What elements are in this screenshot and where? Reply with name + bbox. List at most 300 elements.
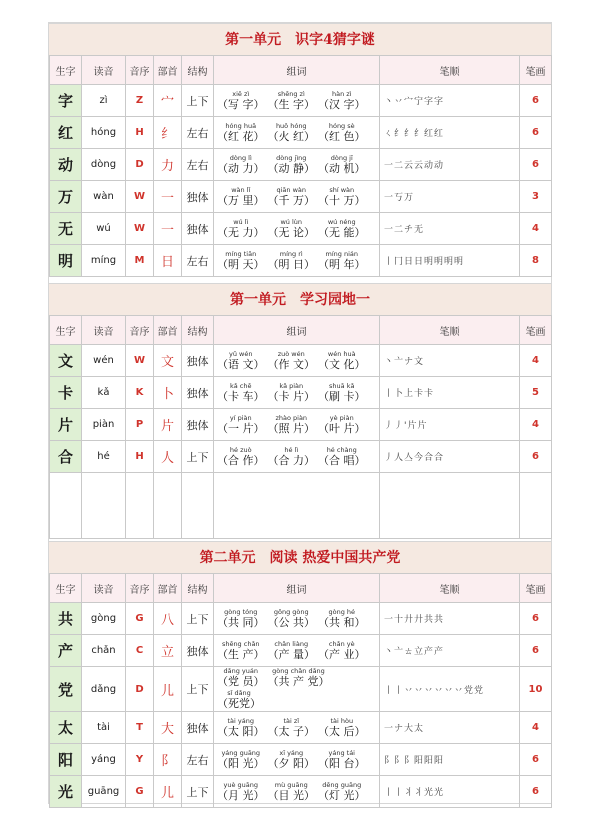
stroke-count-cell: 6 (520, 776, 552, 808)
stroke-count-cell: 6 (520, 441, 552, 473)
word-item (318, 749, 366, 771)
initial-cell: D (126, 667, 154, 712)
word-chars: （写 字） (217, 97, 265, 111)
header-row (50, 316, 552, 345)
words-cell (214, 245, 380, 277)
empty-cell (126, 473, 154, 539)
word-pinyin: shēng chǎn (221, 639, 260, 648)
word-item (217, 186, 265, 208)
word-chars: （共 同） (217, 615, 265, 629)
structure-cell: 上下 (182, 776, 214, 808)
column-header: 笔顺 (380, 574, 520, 603)
table-row (50, 377, 552, 409)
table-row (50, 712, 552, 744)
word-pinyin: shēng zì (277, 89, 305, 98)
words-cell (214, 712, 380, 744)
word-item (268, 122, 316, 144)
word-item (217, 122, 265, 144)
word-chars: （明 年） (318, 257, 366, 271)
table-row (50, 635, 552, 667)
column-header: 生字 (50, 316, 82, 345)
word-chars: （卡 车） (217, 389, 265, 403)
word-chars: （明 天） (217, 257, 265, 271)
words-cell (214, 776, 380, 808)
word-pinyin: xī yáng (279, 748, 304, 757)
initial-cell: D (126, 149, 154, 181)
word-item (268, 218, 316, 240)
word-pinyin: gòng tóng (224, 607, 258, 616)
word-chars: （明 日） (267, 257, 315, 271)
character-cell: 无 (50, 213, 82, 245)
initial-cell: Y (126, 744, 154, 776)
words-cell (214, 85, 380, 117)
word-chars: （产 量） (267, 647, 315, 661)
character-cell: 明 (50, 245, 82, 277)
word-item (318, 446, 366, 468)
words-cell (214, 744, 380, 776)
radical-cell: 日 (154, 245, 182, 277)
character-cell: 光 (50, 776, 82, 808)
stroke-count-cell: 10 (520, 667, 552, 712)
stroke-order-cell: 一丂万 (380, 181, 520, 213)
stroke-order-cell: 一二チ无 (380, 213, 520, 245)
structure-cell: 左右 (182, 245, 214, 277)
section-title: 第二单元 阅读 热爱中国共产党 (49, 541, 551, 575)
word-pinyin: dòng jī (330, 153, 353, 162)
word-pinyin: kǎ chē (229, 381, 252, 390)
radical-cell: 大 (154, 712, 182, 744)
word-chars: （无 力） (217, 225, 265, 239)
word-chars: （无 论） (267, 225, 315, 239)
word-item (217, 90, 265, 112)
word-pinyin: wú néng (327, 217, 356, 226)
stroke-count-cell: 8 (520, 245, 552, 277)
word-item (217, 717, 265, 739)
initial-cell: W (126, 181, 154, 213)
word-pinyin: gòng chǎn dǎng (272, 667, 325, 675)
empty-cell (50, 473, 82, 539)
word-pinyin: zhào piàn (275, 413, 308, 422)
word-pinyin: hàn zì (331, 89, 352, 98)
word-chars: （月 光） (217, 788, 265, 802)
stroke-order-cell: 丨丨丷丷丷丷丷丷党党 (380, 667, 520, 712)
stroke-order-cell: 一十廾廾共共 (380, 603, 520, 635)
word-pinyin: yáng tái (328, 748, 355, 757)
column-header: 音序 (126, 56, 154, 85)
column-header: 笔顺 (380, 316, 520, 345)
word-pinyin: hé chàng (326, 445, 357, 454)
table-row (50, 85, 552, 117)
word-chars: （生 字） (267, 97, 315, 111)
radical-cell: 阝 (154, 744, 182, 776)
column-header: 笔画 (520, 574, 552, 603)
word-pinyin: sǐ dǎng (227, 689, 251, 697)
column-header: 组词 (214, 316, 380, 345)
radical-cell: 八 (154, 603, 182, 635)
word-chars: （合 作） (217, 453, 265, 467)
word-item (217, 154, 265, 176)
empty-row (50, 473, 552, 539)
column-header: 组词 (214, 56, 380, 85)
word-chars: （文 化） (318, 357, 366, 371)
table-row (50, 441, 552, 473)
word-item (318, 154, 366, 176)
column-header: 生字 (50, 574, 82, 603)
word-chars: （十 万） (318, 193, 366, 207)
word-item (268, 250, 316, 272)
structure-cell: 独体 (182, 377, 214, 409)
character-cell: 共 (50, 603, 82, 635)
initial-cell: Z (126, 85, 154, 117)
stroke-count-cell: 6 (520, 635, 552, 667)
word-pinyin: chǎn yè (328, 639, 355, 648)
header-row (50, 574, 552, 603)
stroke-order-cell: 丿人亼今合合 (380, 441, 520, 473)
word-item (217, 218, 265, 240)
word-pinyin: yáng guāng (221, 748, 261, 757)
initial-cell: M (126, 245, 154, 277)
initial-cell: P (126, 409, 154, 441)
initial-cell: K (126, 377, 154, 409)
word-chars: （汉 字） (318, 97, 366, 111)
initial-cell: G (126, 603, 154, 635)
word-item (268, 154, 316, 176)
word-chars: （死党） (217, 697, 261, 710)
radical-cell: 儿 (154, 667, 182, 712)
word-item (217, 667, 265, 689)
character-cell: 党 (50, 667, 82, 712)
word-pinyin: hóng sè (328, 121, 355, 130)
word-chars: （生 产） (217, 647, 265, 661)
column-header: 结构 (182, 574, 214, 603)
empty-cell (214, 473, 380, 539)
pinyin-cell: wén (82, 345, 126, 377)
structure-cell: 左右 (182, 117, 214, 149)
word-item (268, 446, 316, 468)
empty-cell (380, 473, 520, 539)
word-chars: （阳 光） (217, 756, 265, 770)
initial-cell: W (126, 213, 154, 245)
empty-cell (520, 473, 552, 539)
character-cell: 合 (50, 441, 82, 473)
word-item (318, 717, 366, 739)
word-pinyin: yǔ wén (229, 349, 253, 358)
pinyin-cell: dòng (82, 149, 126, 181)
word-chars: （卡 片） (267, 389, 315, 403)
word-pinyin: gòng hé (328, 607, 356, 616)
character-cell: 卡 (50, 377, 82, 409)
words-cell (214, 667, 380, 712)
word-pinyin: huǒ hóng (275, 121, 307, 130)
word-chars: （合 力） (267, 453, 315, 467)
column-header: 笔顺 (380, 56, 520, 85)
table-row (50, 181, 552, 213)
structure-cell: 上下 (182, 85, 214, 117)
word-item (268, 186, 316, 208)
table-row (50, 245, 552, 277)
word-item (217, 689, 261, 711)
word-item (318, 414, 366, 436)
initial-cell: W (126, 345, 154, 377)
word-pinyin: shí wàn (329, 185, 355, 194)
radical-cell: 纟 (154, 117, 182, 149)
pinyin-cell: guāng (82, 776, 126, 808)
structure-cell: 独体 (182, 409, 214, 441)
words-cell (214, 117, 380, 149)
pinyin-cell: yáng (82, 744, 126, 776)
table-row (50, 213, 552, 245)
stroke-order-cell: 一ナ大太 (380, 712, 520, 744)
word-pinyin: zuò wén (277, 349, 305, 358)
word-pinyin: mù guāng (274, 780, 308, 789)
word-item (318, 781, 366, 803)
character-table (49, 55, 552, 277)
word-pinyin: yè piàn (329, 413, 354, 422)
structure-cell: 上下 (182, 441, 214, 473)
words-cell (214, 181, 380, 213)
stroke-count-cell: 6 (520, 85, 552, 117)
word-item (217, 250, 265, 272)
word-pinyin: hé zuò (229, 445, 252, 454)
stroke-count-cell: 6 (520, 149, 552, 181)
radical-cell: 力 (154, 149, 182, 181)
stroke-order-cell: 丶亠ㄊ立产产 (380, 635, 520, 667)
word-item (217, 608, 265, 630)
stroke-count-cell: 4 (520, 712, 552, 744)
word-pinyin: dòng lì (229, 153, 252, 162)
word-pinyin: míng nián (325, 249, 358, 258)
word-pinyin: gōng gòng (273, 607, 309, 616)
character-cell: 红 (50, 117, 82, 149)
word-pinyin: dēng guāng (322, 780, 362, 789)
word-chars: （合 唱） (318, 453, 366, 467)
word-pinyin: wú lì (233, 217, 249, 226)
word-item (268, 781, 316, 803)
character-cell: 动 (50, 149, 82, 181)
section-title: 第一单元 学习园地一 (49, 283, 551, 317)
stroke-order-cell: 丨冂日日明明明明 (380, 245, 520, 277)
word-chars: （一 片） (217, 421, 265, 435)
column-header: 读音 (82, 574, 126, 603)
word-chars: （照 片） (267, 421, 315, 435)
word-item (217, 382, 265, 404)
column-header: 结构 (182, 56, 214, 85)
word-chars: （目 光） (267, 788, 315, 802)
word-item (217, 749, 265, 771)
word-chars: （万 里） (217, 193, 265, 207)
stroke-order-cell: 丨卜上卡卡 (380, 377, 520, 409)
radical-cell: 一 (154, 181, 182, 213)
stroke-order-cell: 阝阝阝阳阳阳 (380, 744, 520, 776)
word-item (318, 250, 366, 272)
words-cell (214, 345, 380, 377)
word-chars: （共 产 党） (267, 675, 330, 688)
column-header: 组词 (214, 574, 380, 603)
initial-cell: C (126, 635, 154, 667)
word-chars: （红 花） (217, 129, 265, 143)
table-row (50, 603, 552, 635)
table-row (50, 149, 552, 181)
word-chars: （共 和） (318, 615, 366, 629)
column-header: 音序 (126, 574, 154, 603)
word-pinyin: tài hòu (330, 716, 354, 725)
word-item (268, 667, 330, 689)
stroke-count-cell: 4 (520, 409, 552, 441)
word-pinyin: wàn lǐ (231, 185, 251, 194)
radical-cell: 片 (154, 409, 182, 441)
stroke-count-cell: 3 (520, 181, 552, 213)
stroke-order-cell: ㄑ纟纟纟红红 (380, 117, 520, 149)
word-pinyin: tài yáng (227, 716, 254, 725)
word-chars: （红 色） (318, 129, 366, 143)
word-chars: （动 力） (217, 161, 265, 175)
structure-cell: 独体 (182, 345, 214, 377)
empty-cell (182, 473, 214, 539)
initial-cell: H (126, 441, 154, 473)
pinyin-cell: tài (82, 712, 126, 744)
column-header: 音序 (126, 316, 154, 345)
word-item (217, 446, 265, 468)
initial-cell: G (126, 776, 154, 808)
stroke-order-cell: 丶亠ナ文 (380, 345, 520, 377)
pinyin-cell: chǎn (82, 635, 126, 667)
table-row (50, 667, 552, 712)
word-pinyin: dòng jìng (276, 153, 307, 162)
word-item (318, 90, 366, 112)
words-cell (214, 213, 380, 245)
pinyin-cell: zì (82, 85, 126, 117)
initial-cell: H (126, 117, 154, 149)
empty-cell (154, 473, 182, 539)
words-cell (214, 603, 380, 635)
word-item (217, 640, 265, 662)
word-chars: （产 业） (318, 647, 366, 661)
word-chars: （作 文） (267, 357, 315, 371)
stroke-order-cell: 丿丿'片片 (380, 409, 520, 441)
table-row (50, 117, 552, 149)
empty-cell (82, 473, 126, 539)
pinyin-cell: kǎ (82, 377, 126, 409)
word-pinyin: wú lùn (280, 217, 303, 226)
word-item (318, 382, 366, 404)
word-pinyin: dǎng yuán (223, 667, 258, 675)
column-header: 读音 (82, 56, 126, 85)
word-pinyin: yí piàn (229, 413, 252, 422)
structure-cell: 上下 (182, 603, 214, 635)
table-row (50, 345, 552, 377)
word-pinyin: xiě zì (232, 89, 250, 98)
table-row (50, 744, 552, 776)
pinyin-cell: dǎng (82, 667, 126, 712)
word-pinyin: hé lì (284, 445, 299, 454)
word-item (318, 640, 366, 662)
word-item (318, 186, 366, 208)
word-item (268, 414, 316, 436)
word-item (217, 781, 265, 803)
word-item (318, 218, 366, 240)
word-pinyin: chǎn liàng (274, 639, 309, 648)
column-header: 读音 (82, 316, 126, 345)
radical-cell: 卜 (154, 377, 182, 409)
word-chars: （动 静） (267, 161, 315, 175)
pinyin-cell: gòng (82, 603, 126, 635)
word-pinyin: qiān wàn (276, 185, 307, 194)
header-row (50, 56, 552, 85)
column-header: 结构 (182, 316, 214, 345)
pinyin-cell: hóng (82, 117, 126, 149)
character-cell: 文 (50, 345, 82, 377)
radical-cell: 人 (154, 441, 182, 473)
stroke-order-cell: 一二云云动动 (380, 149, 520, 181)
word-chars: （千 万） (267, 193, 315, 207)
word-chars: （语 文） (217, 357, 265, 371)
radical-cell: 宀 (154, 85, 182, 117)
word-item (268, 640, 316, 662)
words-cell (214, 377, 380, 409)
character-cell: 字 (50, 85, 82, 117)
structure-cell: 左右 (182, 149, 214, 181)
word-chars: （太 子） (267, 724, 315, 738)
structure-cell: 独体 (182, 181, 214, 213)
word-pinyin: míng tiān (225, 249, 257, 258)
structure-cell: 左右 (182, 744, 214, 776)
column-header: 部首 (154, 56, 182, 85)
word-item (268, 382, 316, 404)
stroke-count-cell: 5 (520, 377, 552, 409)
stroke-count-cell: 6 (520, 603, 552, 635)
pinyin-cell: hé (82, 441, 126, 473)
word-item (318, 608, 366, 630)
word-chars: （动 机） (318, 161, 366, 175)
column-header: 部首 (154, 574, 182, 603)
word-pinyin: shuā kǎ (329, 381, 355, 390)
word-chars: （阳 台） (318, 756, 366, 770)
column-header: 笔画 (520, 316, 552, 345)
word-item (318, 350, 366, 372)
word-chars: （无 能） (318, 225, 366, 239)
word-chars: （火 红） (267, 129, 315, 143)
pinyin-cell: piàn (82, 409, 126, 441)
word-pinyin: kǎ piàn (279, 381, 304, 390)
stroke-count-cell: 6 (520, 744, 552, 776)
character-cell: 万 (50, 181, 82, 213)
words-cell (214, 635, 380, 667)
initial-cell: T (126, 712, 154, 744)
word-chars: （灯 光） (318, 788, 366, 802)
column-header: 部首 (154, 316, 182, 345)
character-cell: 阳 (50, 744, 82, 776)
structure-cell: 独体 (182, 712, 214, 744)
word-pinyin: wén huà (327, 349, 356, 358)
word-item (268, 717, 316, 739)
word-pinyin: yuè guāng (223, 780, 258, 789)
column-header: 笔画 (520, 56, 552, 85)
table-row (50, 409, 552, 441)
pinyin-cell: wú (82, 213, 126, 245)
character-cell: 太 (50, 712, 82, 744)
column-header: 生字 (50, 56, 82, 85)
pinyin-cell: wàn (82, 181, 126, 213)
stroke-count-cell: 4 (520, 213, 552, 245)
word-chars: （叶 片） (318, 421, 366, 435)
word-pinyin: míng rì (279, 249, 303, 258)
word-chars: （公 共） (267, 615, 315, 629)
stroke-count-cell: 6 (520, 117, 552, 149)
word-item (318, 122, 366, 144)
character-table (49, 573, 552, 808)
stroke-order-cell: 丶丷宀宁字字 (380, 85, 520, 117)
structure-cell: 上下 (182, 667, 214, 712)
